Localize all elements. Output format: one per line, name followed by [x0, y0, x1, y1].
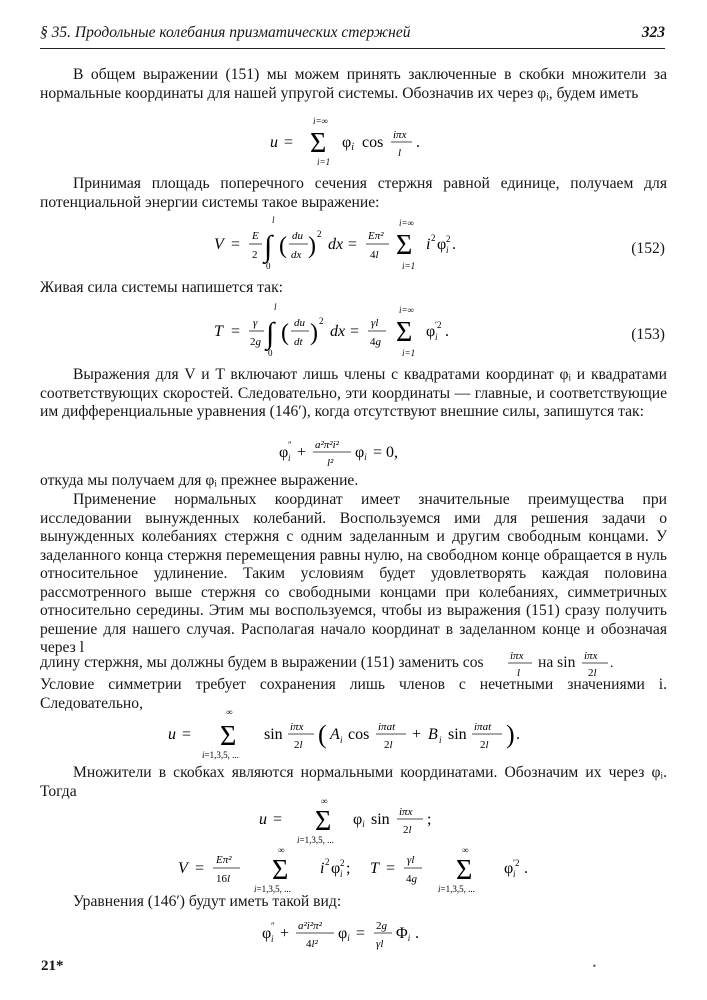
svg-text:Σ: Σ [310, 128, 327, 159]
svg-text:.: . [416, 134, 420, 151]
svg-text:4l: 4l [370, 249, 379, 261]
svg-text:2: 2 [431, 233, 436, 243]
svg-text:i: i [426, 236, 431, 253]
svg-text:φi: φi [342, 134, 355, 153]
equation-number-153: (153) [631, 326, 665, 343]
equation-v-t-forced [178, 845, 538, 895]
svg-text:2: 2 [252, 249, 258, 261]
paragraph-6-last-line [40, 650, 667, 679]
svg-text:iπat: iπat [378, 721, 396, 733]
svg-text:i=∞: i=∞ [399, 305, 414, 315]
svg-text:T: T [214, 323, 223, 340]
svg-text:iπx: iπx [510, 650, 524, 662]
svg-text:i=1: i=1 [317, 157, 331, 167]
svg-text:Eπ²: Eπ² [368, 230, 384, 242]
svg-text:16l: 16l [216, 873, 231, 885]
svg-text:i=∞: i=∞ [313, 116, 328, 126]
svg-text:2: 2 [340, 858, 345, 868]
equation-u-normal [259, 796, 459, 846]
svg-text:i=1,3,5, ...: i=1,3,5, ... [202, 750, 239, 760]
paragraph-6: Применение нормальных координат имеет значительные преимущества при исследовании вынужденных колебаний. Воспользуемся ими для решения задачи о вынужденных колебаниях стержня с одним заделанным и другим свободным концами. У заделанного конца стержня перемещения равны нулю, на свободном конце обращается в нуль относительное удлинение. Таким условиям будет удовлетворять каждая половина рассмотренного выше стержня со свободными концами при колебаниях, симметричных относительно середины. Этим мы воспользуемся, чтобы из выражения (151) сразу получить решение для нашего случая. Располагая начало координат в заделанном конце и обозначая через l [40, 491, 667, 656]
svg-text:iπx: iπx [584, 650, 598, 662]
svg-text:+: + [297, 444, 307, 461]
svg-text:.: . [445, 323, 449, 340]
svg-text:Σ: Σ [220, 721, 237, 752]
svg-text:φ: φ [331, 860, 341, 877]
svg-text:B: B [428, 726, 438, 743]
svg-text:2g: 2g [376, 920, 387, 932]
svg-text:0: 0 [268, 348, 273, 358]
page-number: 323 [641, 24, 665, 41]
svg-text:V: V [214, 236, 224, 253]
svg-text:+: + [280, 925, 290, 942]
paragraph-6-last-line-a: длину стержня, мы должны будем в выражении (151) заменить cos [40, 654, 484, 671]
svg-text:i: i [446, 245, 449, 255]
svg-text:i=∞: i=∞ [399, 218, 414, 228]
svg-text:= 0,: = 0, [373, 444, 399, 461]
svg-text:iπx: iπx [290, 721, 304, 733]
svg-text:sin: sin [371, 811, 390, 828]
svg-text:Σ: Σ [396, 230, 413, 261]
running-header [40, 20, 665, 49]
print-dot: • [592, 962, 597, 971]
paragraph-1: В общем выражении (151) мы можем принять заключенные в скобки множители за нормальные координаты для нашей упругой системы. Обозначив их через φᵢ, будем иметь [40, 66, 667, 102]
svg-text:+: + [412, 726, 422, 743]
svg-text:a²π²i²: a²π²i² [315, 439, 339, 451]
svg-text:E: E [252, 230, 259, 242]
equation-forced-solution [168, 705, 548, 763]
svg-text:u: u [270, 134, 278, 151]
svg-text:(: ( [281, 320, 289, 346]
svg-text:u: u [259, 811, 267, 828]
svg-text:i: i [439, 735, 442, 745]
svg-text:sin: sin [448, 726, 467, 743]
svg-text:4g: 4g [406, 873, 417, 885]
svg-text:γ: γ [253, 317, 258, 329]
svg-text:2: 2 [325, 857, 330, 867]
svg-text:dx: dx [291, 249, 302, 261]
svg-text:=: = [386, 860, 396, 877]
svg-text:2: 2 [319, 316, 324, 326]
svg-text:i: i [340, 735, 343, 745]
svg-text:iπat: iπat [474, 721, 492, 733]
svg-text:i: i [435, 332, 438, 342]
svg-text:l: l [272, 215, 275, 225]
svg-text:=: = [284, 134, 294, 151]
paragraph-5: откуда мы получаем для φᵢ прежнее выражение. [40, 472, 359, 489]
svg-text:″: ″ [271, 921, 275, 931]
svg-text:γl: γl [371, 317, 379, 329]
svg-text:A: A [330, 726, 340, 743]
svg-text:2l: 2l [403, 824, 412, 836]
equation-number-152: (152) [631, 240, 665, 257]
svg-text:l: l [517, 667, 521, 679]
svg-text:=: = [356, 925, 366, 942]
svg-text:φi: φi [353, 811, 365, 829]
svg-text:=: = [182, 726, 192, 743]
svg-text:iπx: iπx [393, 129, 407, 141]
svg-text:V: V [178, 860, 188, 877]
svg-text:=: = [231, 236, 241, 253]
svg-text:T: T [370, 860, 379, 877]
paragraph-4: Выражения для V и T включают лишь члены с квадратами координат φᵢ и квадратами соответствующих скоростей. Следовательно, эти координаты — главные, и соответствующие им дифференциальные уравнения (146′), когда отсутствуют внешние силы, запишутся так: [40, 366, 667, 420]
svg-text:=: = [350, 323, 360, 340]
svg-text:0: 0 [266, 261, 271, 271]
inline-fraction-ipx-2l [580, 646, 620, 680]
svg-text:′2: ′2 [435, 320, 442, 330]
equation-kinetic-energy [214, 300, 474, 360]
svg-text:(: ( [318, 720, 327, 749]
svg-text:du: du [292, 230, 303, 242]
svg-text:2l: 2l [480, 739, 489, 751]
svg-text:Σ: Σ [456, 855, 473, 886]
svg-text:i=1: i=1 [402, 348, 416, 358]
svg-text:u: u [168, 726, 176, 743]
svg-text:∫: ∫ [266, 317, 275, 350]
svg-text:∞: ∞ [321, 796, 328, 806]
svg-text:;: ; [427, 811, 432, 828]
svg-text:;: ; [346, 860, 351, 877]
svg-text:i=1,3,5, ...: i=1,3,5, ... [254, 884, 291, 894]
svg-text:a²i²π²: a²i²π² [298, 920, 322, 932]
svg-text:2g: 2g [250, 336, 261, 348]
svg-text:Σ: Σ [272, 855, 289, 886]
svg-text:=: = [348, 236, 358, 253]
svg-text:″: ″ [288, 440, 292, 450]
svg-text:′2: ′2 [513, 858, 520, 868]
svg-text:i=1,3,5, ...: i=1,3,5, ... [297, 835, 334, 845]
equation-free-vibration [279, 435, 459, 475]
svg-text:i: i [288, 453, 291, 463]
svg-text:φi: φi [338, 925, 350, 943]
svg-text:.: . [610, 656, 614, 671]
svg-text:.: . [415, 925, 419, 942]
svg-text:∞: ∞ [226, 707, 233, 717]
svg-text:): ) [506, 720, 515, 749]
svg-text:γl: γl [407, 854, 415, 866]
svg-text:iπx: iπx [399, 806, 413, 818]
svg-text:2l: 2l [384, 739, 393, 751]
svg-text:): ) [308, 233, 316, 259]
svg-text:2: 2 [317, 229, 322, 239]
svg-text:4g: 4g [370, 336, 381, 348]
svg-text:(: ( [279, 233, 287, 259]
svg-text:.: . [452, 236, 456, 253]
svg-text:dx: dx [328, 236, 344, 253]
svg-text:du: du [294, 317, 305, 329]
svg-text:l²: l² [327, 457, 334, 469]
svg-text:cos: cos [348, 726, 370, 743]
svg-text:i: i [320, 860, 325, 877]
svg-text:φ: φ [426, 323, 436, 340]
svg-text:4l²: 4l² [306, 938, 318, 950]
paragraph-3: Живая сила системы напишется так: [40, 279, 284, 296]
svg-text:dx: dx [330, 323, 346, 340]
svg-text:l: l [274, 302, 277, 312]
svg-text:=: = [273, 811, 283, 828]
svg-text:∫: ∫ [264, 230, 273, 263]
svg-text:i=1,3,5, ...: i=1,3,5, ... [438, 884, 475, 894]
svg-text:.: . [524, 860, 528, 877]
svg-text:2l: 2l [294, 739, 303, 751]
svg-text:=: = [231, 323, 241, 340]
svg-text:i: i [340, 869, 343, 879]
svg-text:i=1: i=1 [402, 261, 416, 271]
svg-text:γl: γl [376, 938, 384, 950]
paragraph-6-last-line-b: на sin [538, 654, 576, 671]
svg-text:2: 2 [446, 234, 451, 244]
svg-text:Φi: Φi [396, 925, 411, 943]
svg-text:.: . [516, 726, 520, 743]
paragraph-2: Принимая площадь поперечного сечения стержня равной единице, получаем для потенциальной энергии системы такое выражение: [40, 175, 667, 211]
inline-fraction-ipx-l [508, 646, 536, 680]
svg-text:φ: φ [262, 925, 272, 942]
svg-text:φ: φ [279, 444, 289, 461]
equation-forced-motion [262, 914, 462, 956]
svg-text:Eπ²: Eπ² [216, 854, 232, 866]
paragraph-8: Множители в скобках являются нормальными координатами. Обозначим их через φᵢ. Тогда [40, 764, 667, 800]
paragraph-7: Условие симметрии требует сохранения лишь членов с нечетными значениями i. Следовательно, [40, 676, 667, 712]
svg-text:φi: φi [355, 444, 367, 462]
svg-text:Σ: Σ [396, 317, 413, 348]
svg-text:∞: ∞ [278, 845, 285, 855]
svg-text:φ: φ [504, 860, 514, 877]
svg-text:): ) [310, 320, 318, 346]
equation-u-series [270, 115, 460, 167]
svg-text:2l: 2l [588, 667, 597, 679]
svg-text:cos: cos [362, 134, 384, 151]
section-title: § 35. Продольные колебания призматических стержней [40, 24, 411, 41]
svg-text:l: l [398, 147, 402, 159]
svg-text:i: i [513, 869, 516, 879]
svg-text:i: i [271, 934, 274, 944]
svg-text:Σ: Σ [315, 806, 332, 837]
signature-mark: 21* [41, 958, 64, 974]
svg-text:sin: sin [264, 726, 283, 743]
equation-potential-energy [214, 213, 474, 273]
paragraph-9: Уравнения (146′) будут иметь такой вид: [73, 893, 342, 910]
svg-text:=: = [195, 860, 205, 877]
svg-text:∞: ∞ [462, 845, 469, 855]
svg-text:dt: dt [294, 336, 303, 348]
svg-text:φ: φ [437, 236, 447, 253]
